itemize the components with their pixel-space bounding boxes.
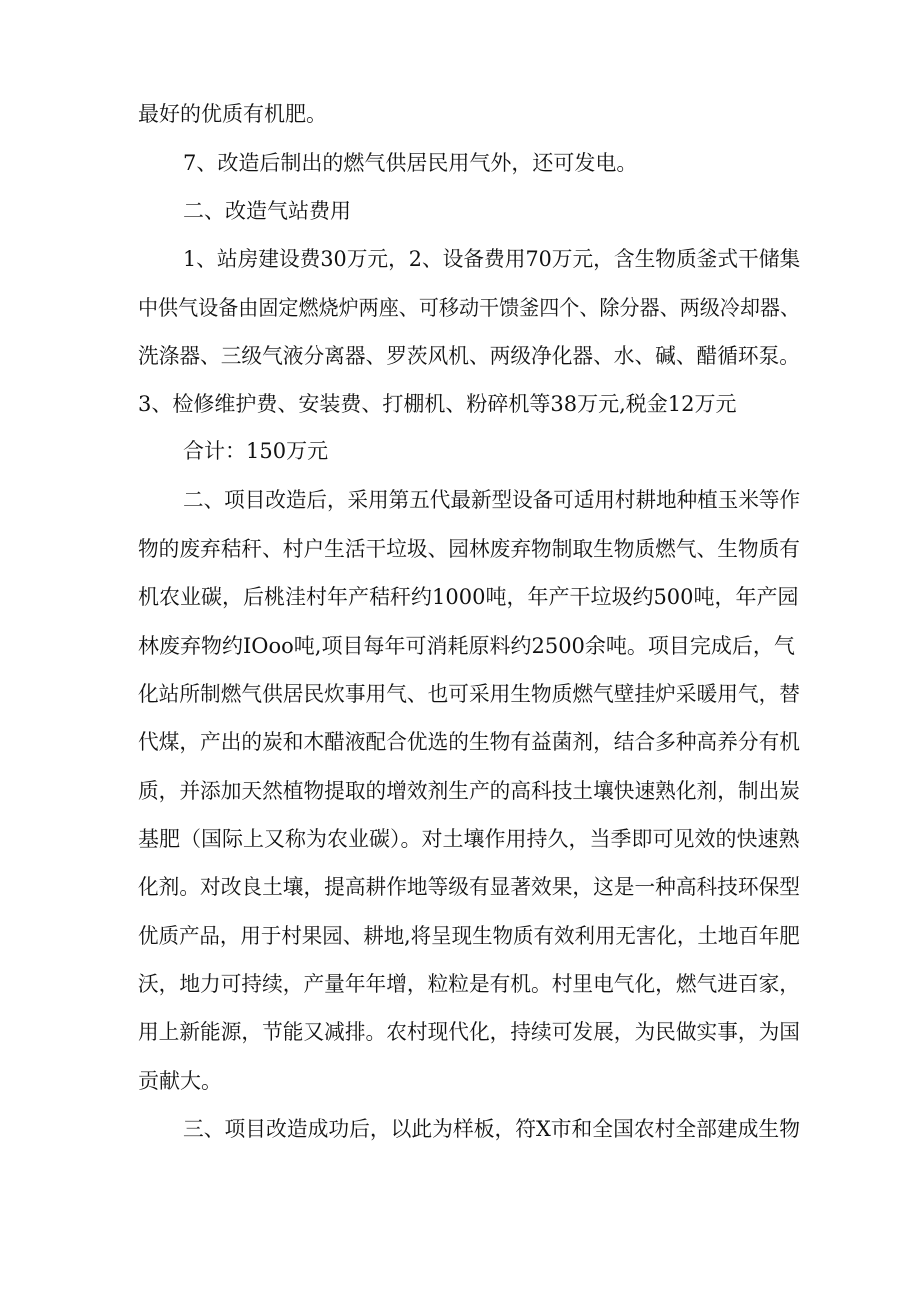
total-line: 合计：150万元 (183, 439, 329, 463)
text-line: 3、检修维护费、安装费、打棚机、粉碎机等38万元,税金12万元 (138, 392, 737, 416)
section-heading: 三、项目改造成功后，以此为样板，符X市和全国农村全部建成生物 (183, 1117, 800, 1141)
text-line: 1、站房建设费30万元，2、设备费用70万元，含生物质釜式干储集 (183, 247, 801, 271)
text-line: 机农业碳，后桃洼村年产秸秆约1000吨，年产干垃圾约500吨，年产园 (138, 585, 799, 609)
text-line: 洗涤器、三级气液分离器、罗茨风机、两级净化器、水、碱、醋循环泵。 (138, 344, 800, 368)
text-line: 用上新能源，节能又减排。农村现代化，持续可发展，为民做实事，为国 (138, 1020, 800, 1044)
section-heading: 二、改造气站费用 (183, 199, 351, 223)
text-line: 7、改造后制出的燃气供居民用气外，还可发电。 (183, 151, 638, 175)
section-heading: 二、项目改造后，采用第五代最新型设备可适用村耕地种植玉米等作 (183, 488, 801, 512)
text-line: 贡献大。 (138, 1069, 222, 1093)
text-line: 沃，地力可持续，产量年年增，粒粒是有机。村里电气化，燃气进百家， (138, 972, 800, 996)
text-line: 化剂。对改良土壤，提高耕作地等级有显著效果，这是一种高科技环保型 (138, 875, 800, 899)
text-line: 中供气设备由固定燃烧炉两座、可移动干馈釜四个、除分器、两级冷却器、 (138, 296, 801, 320)
text-line: 物的废弃秸秆、村户生活干垃圾、园林废弃物制取生物质燃气、生物质有 (138, 537, 800, 561)
text-line: 最好的优质有机肥。 (138, 102, 327, 126)
text-line: 代煤，产出的炭和木醋液配合优选的生物有益菌剂，结合多种高养分有机 (138, 730, 800, 754)
text-line: 质，并添加天然植物提取的增效剂生产的高科技土壤快速熟化剂，制出炭 (138, 779, 800, 803)
text-line: 化站所制燃气供居民炊事用气、也可采用生物质燃气壁挂炉采暖用气，替 (138, 682, 800, 706)
text-line: 基肥（国际上又称为农业碳）。对土壤作用持久，当季即可见效的快速熟 (138, 827, 800, 851)
text-line: 优质产品，用于村果园、耕地,将呈现生物质有效利用无害化，土地百年肥 (138, 924, 800, 948)
text-line: 林废弃物约IOoo吨,项目每年可消耗原料约2500余吨。项目完成后，气 (138, 634, 795, 658)
